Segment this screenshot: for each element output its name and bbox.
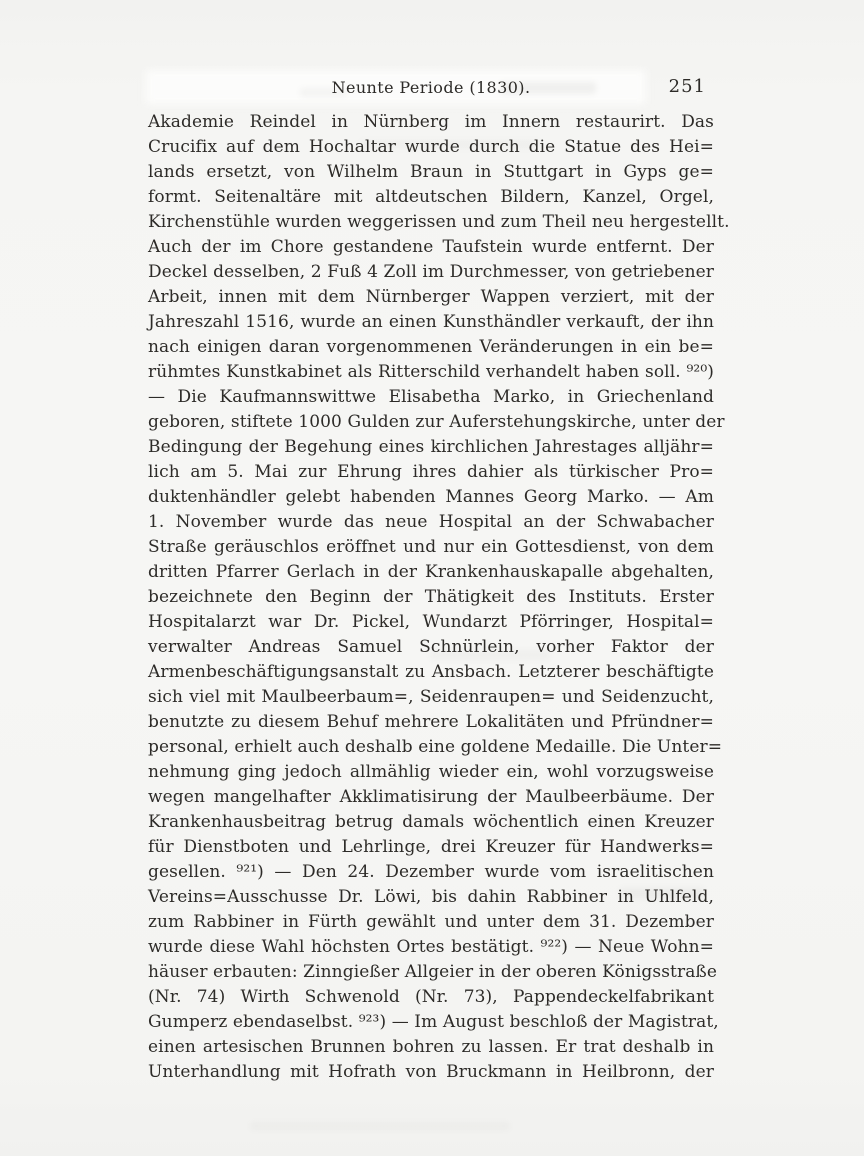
text-line: Bedingung der Begehung eines kirchlichen Jahrestages alljähr= <box>148 437 714 457</box>
text-line: Auch der im Chore gestandene Taufstein wurde entfernt. Der <box>148 237 714 257</box>
text-line: benutzte zu diesem Behuf mehrere Lokalitäten und Pfründner= <box>148 712 714 732</box>
text-line: Akademie Reindel in Nürnberg im Innern restaurirt. Das <box>148 112 714 132</box>
text-line: häuser erbauten: Zinngießer Allgeier in der oberen Königsstraße <box>148 962 718 982</box>
text-line: nehmung ging jedoch allmählig wieder ein, wohl vorzugsweise <box>148 762 714 782</box>
text-line: — Die Kaufmannswittwe Elisabetha Marko, in Griechenland <box>148 387 714 407</box>
text-line: Crucifix auf dem Hochaltar wurde durch die Statue des Hei= <box>148 137 714 157</box>
text-line: duktenhändler gelebt habenden Mannes Georg Marko. — Am <box>148 487 714 507</box>
text-line: Hospitalarzt war Dr. Pickel, Wundarzt Pförringer, Hospital= <box>148 612 714 632</box>
text-line: Straße geräuschlos eröffnet und nur ein Gottesdienst, von dem <box>148 537 714 557</box>
text-line: Armenbeschäftigungsanstalt zu Ansbach. Letzterer beschäftigte <box>148 662 714 682</box>
text-line: nach einigen daran vorgenommenen Veränderungen in ein be= <box>148 337 714 357</box>
text-line: wurde diese Wahl höchsten Ortes bestätigt. ⁹²²) — Neue Wohn= <box>148 937 714 957</box>
chapter-title: Neunte Periode (1830). <box>331 78 531 97</box>
text-line: Unterhandlung mit Hofrath von Bruckmann in Heilbronn, der <box>148 1062 714 1082</box>
text-line: Jahreszahl 1516, wurde an einen Kunsthändler verkauft, der ihn <box>148 312 714 332</box>
body-text <box>148 110 730 1085</box>
text-line: lich am 5. Mai zur Ehrung ihres dahier als türkischer Pro= <box>148 462 714 482</box>
running-head <box>148 78 714 102</box>
text-line: Vereins=Ausschusse Dr. Löwi, bis dahin Rabbiner in Uhlfeld, <box>148 887 714 907</box>
text-line: rühmtes Kunstkabinet als Ritterschild verhandelt haben soll. ⁹²⁰) <box>148 362 714 382</box>
text-line: Gumperz ebendaselbst. ⁹²³) — Im August beschloß der Magistrat, <box>148 1012 719 1032</box>
text-line: verwalter Andreas Samuel Schnürlein, vorher Faktor der <box>148 637 714 657</box>
text-line: sich viel mit Maulbeerbaum=, Seidenraupen= und Seidenzucht, <box>148 687 714 707</box>
text-line: 1. November wurde das neue Hospital an der Schwabacher <box>148 512 714 532</box>
text-line: dritten Pfarrer Gerlach in der Krankenhauskapalle abgehalten, <box>148 562 714 582</box>
text-line: (Nr. 74) Wirth Schwenold (Nr. 73), Pappendeckelfabrikant <box>148 987 714 1007</box>
page-number: 251 <box>668 76 706 97</box>
text-line: lands ersetzt, von Wilhelm Braun in Stuttgart in Gyps ge= <box>148 162 714 182</box>
text-line: Krankenhausbeitrag betrug damals wöchentlich einen Kreuzer <box>148 812 714 832</box>
text-line: formt. Seitenaltäre mit altdeutschen Bildern, Kanzel, Orgel, <box>148 187 714 207</box>
text-line: personal, erhielt auch deshalb eine goldene Medaille. Die Unter= <box>148 737 723 757</box>
text-line: bezeichnete den Beginn der Thätigkeit des Instituts. Erster <box>148 587 714 607</box>
text-line: wegen mangelhafter Akklimatisirung der Maulbeerbäume. Der <box>148 787 714 807</box>
text-line: gesellen. ⁹²¹) — Den 24. Dezember wurde vom israelitischen <box>148 862 714 882</box>
text-line: zum Rabbiner in Fürth gewählt und unter dem 31. Dezember <box>148 912 714 932</box>
scan-artifact <box>250 1122 510 1130</box>
text-line: Deckel desselben, 2 Fuß 4 Zoll im Durchmesser, von getriebener <box>148 262 715 282</box>
text-line: Arbeit, innen mit dem Nürnberger Wappen verziert, mit der <box>148 287 714 307</box>
text-line: für Dienstboten und Lehrlinge, drei Kreuzer für Handwerks= <box>148 837 714 857</box>
text-line: Kirchenstühle wurden weggerissen und zum Theil neu hergestellt. <box>148 212 730 232</box>
text-line: einen artesischen Brunnen bohren zu lassen. Er trat deshalb in <box>148 1037 714 1057</box>
text-line: geboren, stiftete 1000 Gulden zur Auferstehungskirche, unter der <box>148 412 725 432</box>
